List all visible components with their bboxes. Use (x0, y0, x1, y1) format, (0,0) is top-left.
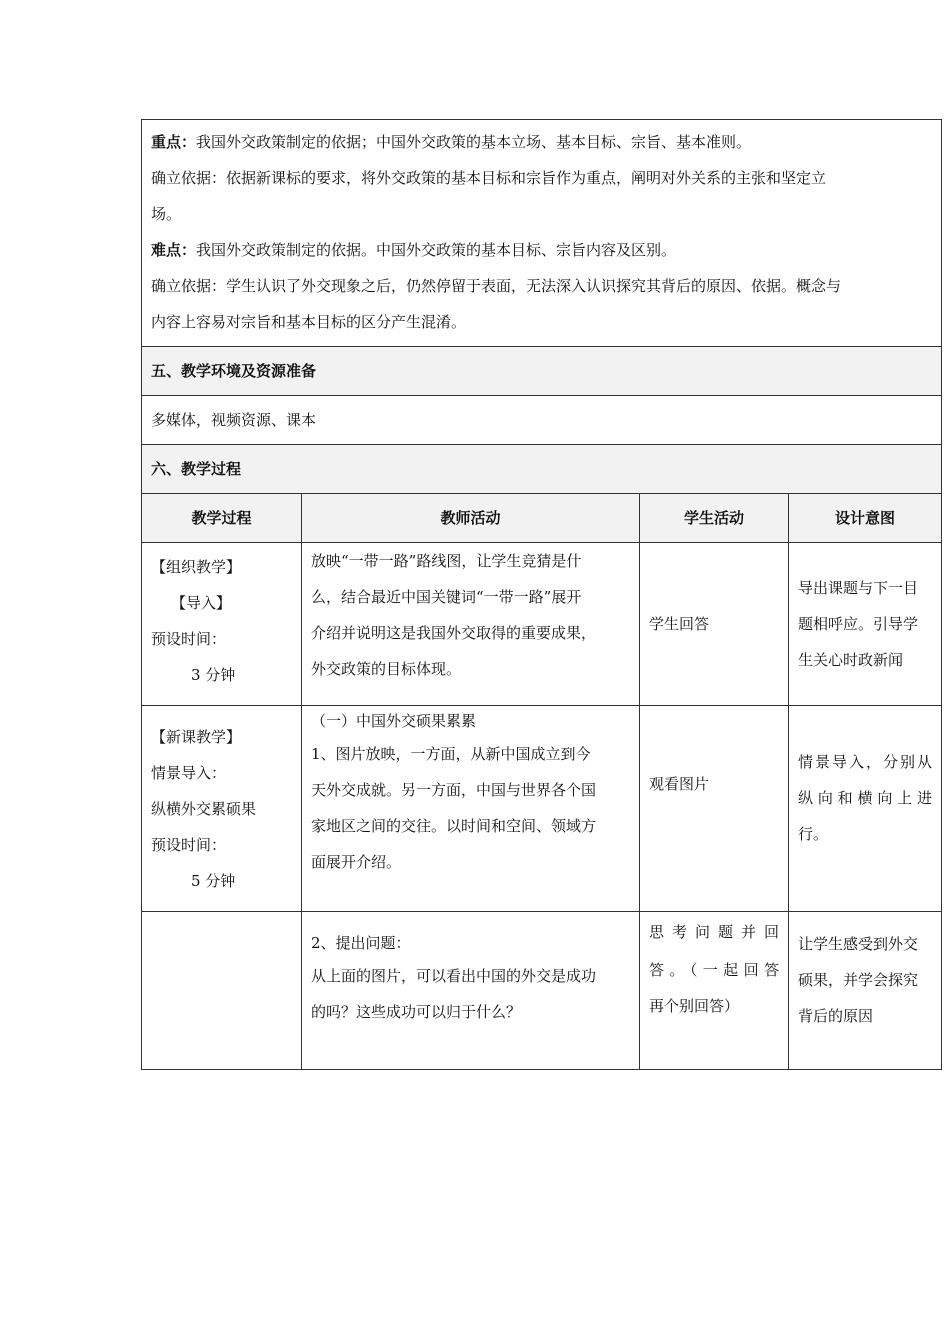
teacher-line: 1、图片放映，一方面，从新中国成立到今 (311, 745, 591, 763)
process-cell (142, 912, 302, 1070)
header-student: 学生活动 (640, 494, 789, 543)
student-cell (640, 912, 789, 1070)
intent-line: 纵向和横向上进 (798, 789, 933, 807)
focus-cell (142, 120, 942, 347)
student-line: 思考问题并回 (649, 923, 779, 941)
process-line: 情景导入： (151, 763, 227, 782)
teacher-line: 家地区之间的交往。以时间和空间、领域方 (311, 817, 597, 835)
process-line: 3 分钟 (191, 666, 236, 684)
key-basis-line: 确立依据：依据新课标的要求，将外交政策的基本目标和宗旨作为重点，阐明对外关系的主张和坚定立 (151, 169, 827, 187)
intent-line: 硕果，并学会探究 (798, 971, 919, 989)
section5-content-row (142, 396, 942, 445)
section6-title-row (142, 445, 942, 494)
intent-line: 生关心时政新闻 (798, 651, 904, 669)
table-row (142, 912, 942, 1070)
key-basis-line-2: 场。 (151, 205, 182, 223)
intent-cell (789, 706, 942, 912)
process-line: 预设时间： (151, 630, 227, 648)
difficult-point-text: 我国外交政策制定的依据。中国外交政策的基本目标、宗旨内容及区别。 (196, 241, 677, 259)
student-line: 再个别回答） (649, 997, 740, 1015)
difficult-point-line (151, 232, 932, 268)
intent-line: 背后的原因 (798, 1007, 874, 1025)
intent-line: 行。 (798, 825, 829, 843)
header-intent: 设计意图 (789, 494, 942, 543)
student-line: 学生回答 (649, 615, 710, 633)
table-row (142, 543, 942, 706)
process-line: 预设时间： (151, 835, 227, 854)
student-line: 观看图片 (649, 775, 710, 793)
teacher-line: 么，结合最近中国关键词“一带一路”展开 (311, 588, 582, 606)
process-line: 【组织教学】 (151, 558, 242, 576)
difficult-basis-line: 确立依据：学生认识了外交现象之后，仍然停留于表面，无法深入认识探究其背后的原因、依据。概念与 (151, 277, 842, 295)
process-cell (142, 706, 302, 912)
process-cell (142, 543, 302, 706)
process-line: 5 分钟 (191, 871, 236, 890)
header-teacher: 教师活动 (302, 494, 640, 543)
teacher-line: 从上面的图片，可以看出中国的外交是成功 (311, 967, 597, 985)
lesson-plan-table (141, 119, 942, 1070)
teacher-cell (302, 912, 640, 1070)
teacher-line: 面展开介绍。 (311, 853, 402, 871)
intent-line: 导出课题与下一目 (798, 579, 919, 597)
intent-cell (789, 912, 942, 1070)
process-line: 纵横外交累硕果 (151, 799, 257, 818)
teacher-line: 介绍并说明这是我国外交取得的重要成果， (311, 624, 597, 642)
teacher-line: 2、提出问题： (311, 934, 411, 952)
key-point-text: 我国外交政策制定的依据；中国外交政策的基本立场、基本目标、宗旨、基本准则。 (196, 133, 752, 151)
key-point-label: 重点： (151, 133, 197, 151)
student-cell (640, 706, 789, 912)
focus-row (142, 120, 942, 347)
intent-cell (789, 543, 942, 706)
section5-title: 五、教学环境及资源准备 (142, 347, 942, 396)
section6-title: 六、教学过程 (142, 445, 942, 494)
section5-content: 多媒体，视频资源、课本 (142, 396, 942, 445)
student-line: 答。（一起回答 (649, 961, 779, 979)
intent-line: 题相呼应。引导学 (798, 615, 919, 633)
process-line: 【新课教学】 (151, 727, 242, 746)
teacher-cell (302, 543, 640, 706)
table-row (142, 706, 942, 912)
teacher-line: 的吗？这些成功可以归于什么？ (311, 1003, 522, 1021)
difficult-basis-line-2: 内容上容易对宗旨和基本目标的区分产生混淆。 (151, 313, 467, 331)
difficult-point-label: 难点： (151, 241, 197, 259)
teacher-cell (302, 706, 640, 912)
process-line: 【导入】 (171, 594, 232, 612)
intent-line: 情景导入，分别从 (798, 753, 933, 771)
teacher-line: （一）中国外交硕果累累 (311, 712, 477, 730)
header-process: 教学过程 (142, 494, 302, 543)
teacher-line: 放映“一带一路”路线图，让学生竞猜是什 (311, 552, 582, 570)
key-point-line (151, 124, 932, 160)
table-header-row (142, 494, 942, 543)
document-page (141, 119, 941, 1070)
student-cell (640, 543, 789, 706)
section5-title-row (142, 347, 942, 396)
teacher-line: 天外交成就。另一方面，中国与世界各个国 (311, 781, 597, 799)
teacher-line: 外交政策的目标体现。 (311, 660, 462, 678)
intent-line: 让学生感受到外交 (798, 935, 919, 953)
